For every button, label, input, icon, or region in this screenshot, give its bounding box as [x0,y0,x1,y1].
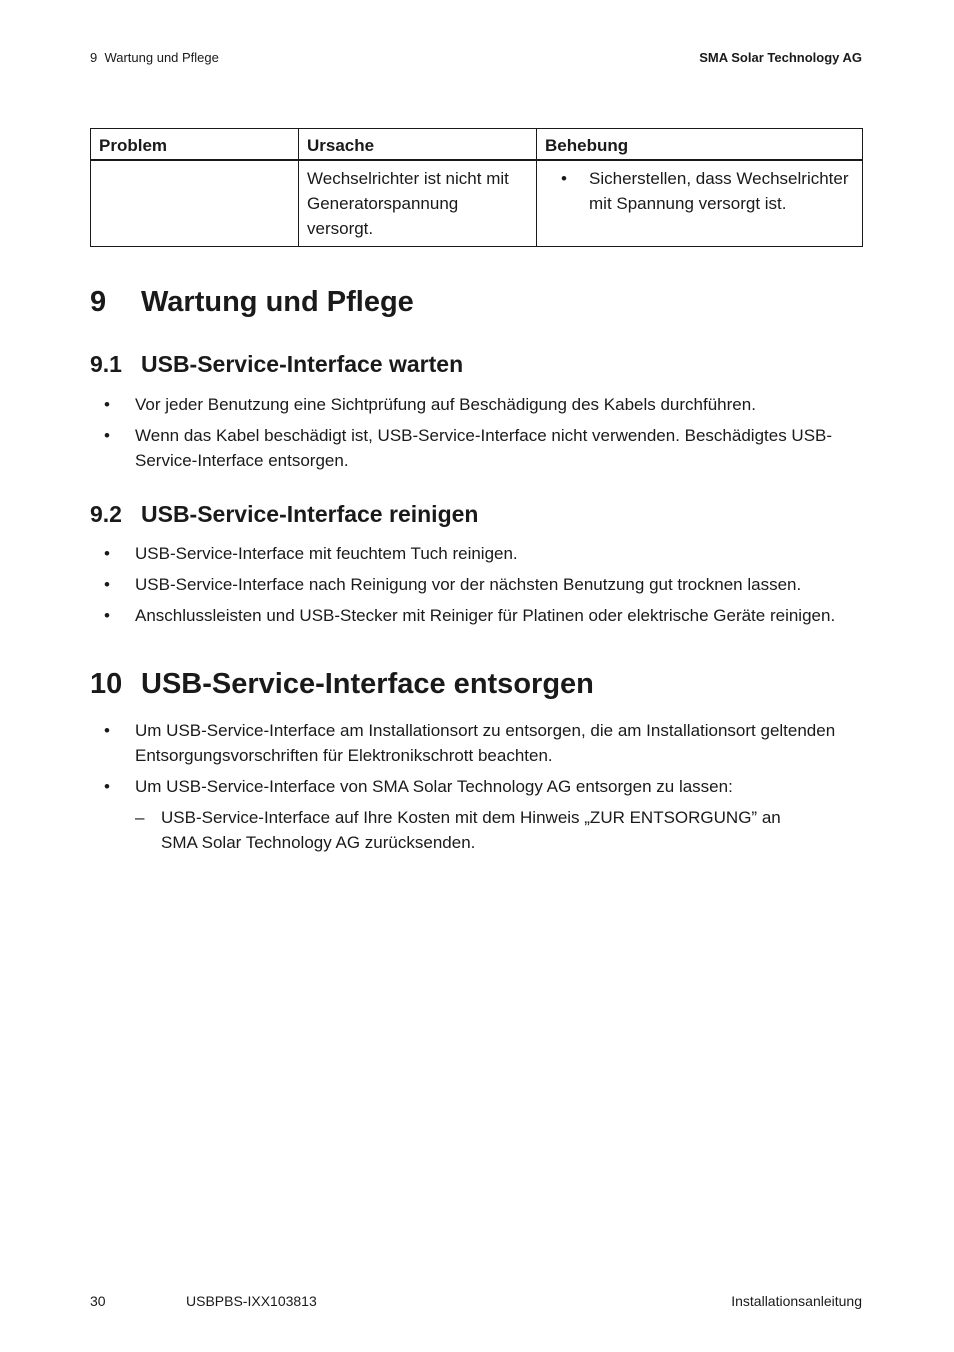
list-item-text: Wenn das Kabel beschädigt ist, USB-Service-Interface nicht verwenden. Beschädigtes USB-Service-Interface entsorgen. [135,426,833,470]
remedy-bullet-item [545,166,854,216]
running-header-company: SMA Solar Technology AG [699,50,862,65]
list-item-text: USB-Service-Interface mit feuchtem Tuch reinigen. [135,544,518,563]
list-item [90,603,860,628]
document-type: Installationsanleitung [731,1293,862,1309]
section-9-2-heading [90,501,478,528]
section-title: USB-Service-Interface entsorgen [141,668,594,700]
list-item [90,423,860,473]
bullet-marker: • [104,544,110,563]
dash-marker: – [135,808,145,827]
section-number: 9.1 [90,351,122,377]
document-code: USBPBS-IXX103813 [186,1293,317,1309]
section-number: 9 [90,286,107,318]
sub-list-item [135,805,860,855]
bullet-marker: • [104,575,110,594]
bullet-marker: • [561,169,567,188]
bullet-marker: • [104,395,110,414]
list-item [90,572,860,597]
list-item-text: Vor jeder Benutzung eine Sichtprüfung auf Beschädigung des Kabels durchführen. [135,395,756,414]
section-9-1-heading [90,351,463,378]
list-item-text: Anschlussleisten und USB-Stecker mit Reiniger für Platinen oder elektrische Geräte reinigen. [135,606,836,625]
section-9-2-list [90,541,860,634]
table-cell-remedy [537,160,863,247]
list-subitem [90,805,860,855]
list-item-text: Um USB-Service-Interface von SMA Solar Technology AG entsorgen zu lassen: [135,777,733,796]
bullet-marker: • [104,606,110,625]
troubleshooting-table [90,128,863,247]
list-item-text: USB-Service-Interface nach Reinigung vor der nächsten Benutzung gut trocknen lassen. [135,575,802,594]
list-item [90,392,860,417]
bullet-marker: • [104,777,110,796]
section-number: 9.2 [90,501,122,527]
table-header-remedy: Behebung [537,129,863,161]
table-header-row [91,129,863,161]
section-number: 10 [90,668,123,700]
table-header-cause: Ursache [299,129,537,161]
running-header-chapter: 9 Wartung und Pflege [90,50,219,65]
remedy-text: Sicherstellen, dass Wechselrichter mit Spannung versorgt ist. [589,169,849,213]
page-number: 30 [90,1293,106,1309]
section-10-heading [90,668,594,701]
bullet-marker: • [104,426,110,445]
section-9-heading [90,286,414,319]
list-item [90,541,860,566]
section-title: USB-Service-Interface reinigen [141,501,479,527]
list-item [90,774,860,799]
section-title: Wartung und Pflege [141,286,414,318]
section-9-1-list [90,392,860,479]
list-item-text: Um USB-Service-Interface am Installationsort zu entsorgen, die am Installationsort geltenden Entsorgungsvorschriften für Elektronikschrott beachten. [135,721,836,765]
section-title: USB-Service-Interface warten [141,351,464,377]
bullet-marker: • [104,721,110,740]
table-cell-cause: Wechselrichter ist nicht mit Generatorspannung versorgt. [299,160,537,247]
table-row [91,160,863,247]
table-header-problem: Problem [91,129,299,161]
table-cell-problem [91,160,299,247]
list-item [90,718,860,768]
sub-list-item-text: USB-Service-Interface auf Ihre Kosten mit dem Hinweis „ZUR ENTSORGUNG” an SMA Solar Technology AG zurücksenden. [161,808,781,852]
section-10-list [90,718,860,861]
